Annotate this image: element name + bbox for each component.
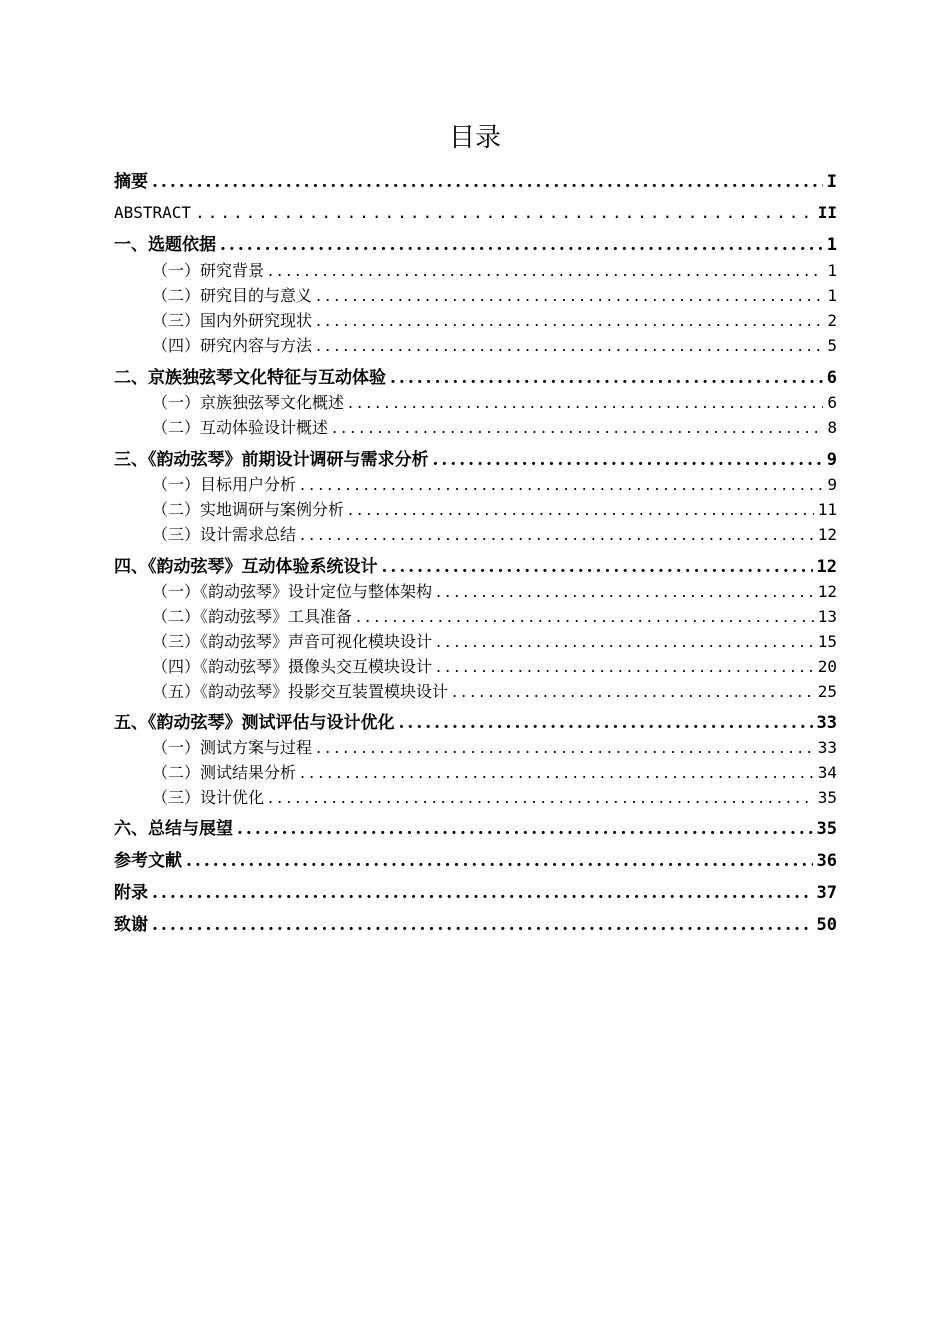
toc-page-number: 25 [817, 682, 837, 701]
toc-page-number: 35 [817, 788, 837, 807]
toc-entry-chapter[interactable] [114, 911, 837, 939]
toc-entry-section[interactable] [152, 603, 837, 631]
toc-entry-section[interactable] [152, 678, 837, 706]
toc-page-number: 36 [816, 851, 837, 871]
toc-dot-leader [348, 496, 814, 524]
toc-entry-section[interactable] [152, 496, 837, 524]
toc-entry-label: （二）实地调研与案例分析 [152, 500, 345, 519]
toc-dot-leader [268, 257, 823, 285]
toc-entry-label: （三）国内外研究现状 [152, 311, 313, 330]
toc-page-number: 37 [816, 883, 837, 903]
toc-dot-leader [300, 759, 814, 787]
toc-entry-label: （一）《韵动弦琴》设计定位与整体架构 [152, 582, 433, 601]
toc-page-number: 1 [827, 261, 837, 280]
toc-entry-label: （五）《韵动弦琴》投影交互装置模块设计 [152, 682, 449, 701]
toc-entry-label: 三、《韵动弦琴》前期设计调研与需求分析 [114, 450, 429, 470]
page-title: 目录 [448, 123, 501, 153]
toc-entry-chapter[interactable] [114, 553, 837, 581]
toc-entry-label: 二、京族独弦琴文化特征与互动体验 [114, 368, 386, 388]
toc-dot-leader [237, 815, 813, 843]
toc-page-number: 6 [827, 393, 837, 412]
toc-entry-chapter[interactable] [114, 815, 837, 843]
toc-entry-label: （四）《韵动弦琴》摄像头交互模块设计 [152, 657, 433, 676]
toc-entry-label: （一）研究背景 [152, 261, 265, 280]
toc-page-number: II [817, 203, 837, 222]
toc-page-number: 12 [817, 525, 837, 544]
toc-page-number: 12 [816, 557, 837, 577]
toc-entry-label: （二）《韵动弦琴》工具准备 [152, 607, 353, 626]
toc-dot-leader [436, 628, 814, 656]
toc-dot-leader [382, 553, 813, 581]
toc-entry-label: 参考文献 [114, 851, 182, 871]
toc-page-number: 2 [827, 311, 837, 330]
toc-dot-leader [433, 446, 823, 474]
toc-page-number: 20 [817, 657, 837, 676]
toc-dot-leader [316, 332, 823, 360]
toc-page-number: 33 [816, 713, 837, 733]
toc-dot-leader [316, 282, 823, 310]
toc-dot-leader [220, 231, 823, 259]
toc-entry-label: （三）《韵动弦琴》声音可视化模块设计 [152, 632, 433, 651]
toc-dot-leader [436, 653, 814, 681]
toc-dot-leader [348, 389, 823, 417]
toc-dot-leader [356, 603, 814, 631]
toc-dot-leader [452, 678, 814, 706]
toc-page-number: 1 [827, 286, 837, 305]
toc-entry-label: （二）互动体验设计概述 [152, 418, 329, 437]
toc-dot-leader [268, 784, 814, 812]
toc-entry-chapter[interactable] [114, 199, 837, 227]
toc-entry-label: （三）设计优化 [152, 788, 265, 807]
toc-entry-label: 附录 [114, 883, 148, 903]
toc-entry-label: 一、选题依据 [114, 235, 216, 255]
toc-entry-label: （二）研究目的与意义 [152, 286, 313, 305]
toc-entry-label: 四、《韵动弦琴》互动体验系统设计 [114, 557, 378, 577]
toc-dot-leader [300, 521, 814, 549]
toc-page-number: 13 [817, 607, 837, 626]
toc-dot-leader [436, 578, 814, 606]
toc-entry-section[interactable] [152, 759, 837, 787]
toc-entry-label: （三）设计需求总结 [152, 525, 297, 544]
toc-page-number: 5 [827, 336, 837, 355]
toc-entry-section[interactable] [152, 389, 837, 417]
toc-page-number: 11 [817, 500, 837, 519]
toc-dot-leader [316, 734, 814, 762]
toc-dot-leader [316, 307, 823, 335]
toc-entry-label: （一）测试方案与过程 [152, 738, 313, 757]
toc-entry-chapter[interactable] [114, 231, 837, 259]
toc-page-number: 34 [817, 763, 837, 782]
toc-entry-section[interactable] [152, 578, 837, 606]
toc-page-number: 8 [827, 418, 837, 437]
toc-page-number: 12 [817, 582, 837, 601]
toc-entry-section[interactable] [152, 282, 837, 310]
toc-entry-section[interactable] [152, 257, 837, 285]
toc-dot-leader [195, 199, 814, 227]
toc-page-number: 6 [826, 368, 837, 388]
toc-page-number: 15 [817, 632, 837, 651]
toc-page-number: 33 [817, 738, 837, 757]
toc-entry-label: 五、《韵动弦琴》测试评估与设计优化 [114, 713, 395, 733]
toc-entry-section[interactable] [152, 414, 837, 442]
toc-page-number: 9 [827, 475, 837, 494]
toc-entry-label: 六、总结与展望 [114, 819, 233, 839]
toc-entry-section[interactable] [152, 521, 837, 549]
toc-dot-leader [390, 364, 823, 392]
toc-page-number: 50 [816, 915, 837, 935]
toc-dot-leader [152, 911, 813, 939]
toc-entry-chapter[interactable] [114, 364, 837, 392]
toc-entry-section[interactable] [152, 784, 837, 812]
toc-page-number: 35 [816, 819, 837, 839]
toc-entry-section[interactable] [152, 653, 837, 681]
toc-entry-label: （四）研究内容与方法 [152, 336, 313, 355]
toc-page-number: 9 [826, 450, 837, 470]
toc-dot-leader [300, 471, 823, 499]
toc-page-number: I [826, 172, 837, 192]
toc-dot-leader [186, 847, 813, 875]
toc-entry-chapter[interactable] [114, 879, 837, 907]
toc-entry-label: 致谢 [114, 915, 148, 935]
toc-entry-label: ABSTRACT [114, 203, 192, 222]
toc-dot-leader [152, 879, 813, 907]
toc-entry-section[interactable] [152, 734, 837, 762]
toc-entry-label: 摘要 [114, 172, 148, 192]
toc-dot-leader [332, 414, 823, 442]
toc-dot-leader [152, 168, 823, 196]
toc-entry-label: （一）京族独弦琴文化概述 [152, 393, 345, 412]
toc-entry-section[interactable] [152, 332, 837, 360]
toc-page-number: 1 [826, 235, 837, 255]
toc-dot-leader [399, 709, 813, 737]
toc-entry-chapter[interactable] [114, 168, 837, 196]
toc-entry-chapter[interactable] [114, 847, 837, 875]
toc-entry-chapter[interactable] [114, 709, 837, 737]
toc-entry-section[interactable] [152, 471, 837, 499]
toc-entry-chapter[interactable] [114, 446, 837, 474]
toc-entry-section[interactable] [152, 628, 837, 656]
toc-entry-label: （二）测试结果分析 [152, 763, 297, 782]
toc-entry-section[interactable] [152, 307, 837, 335]
toc-entry-label: （一）目标用户分析 [152, 475, 297, 494]
